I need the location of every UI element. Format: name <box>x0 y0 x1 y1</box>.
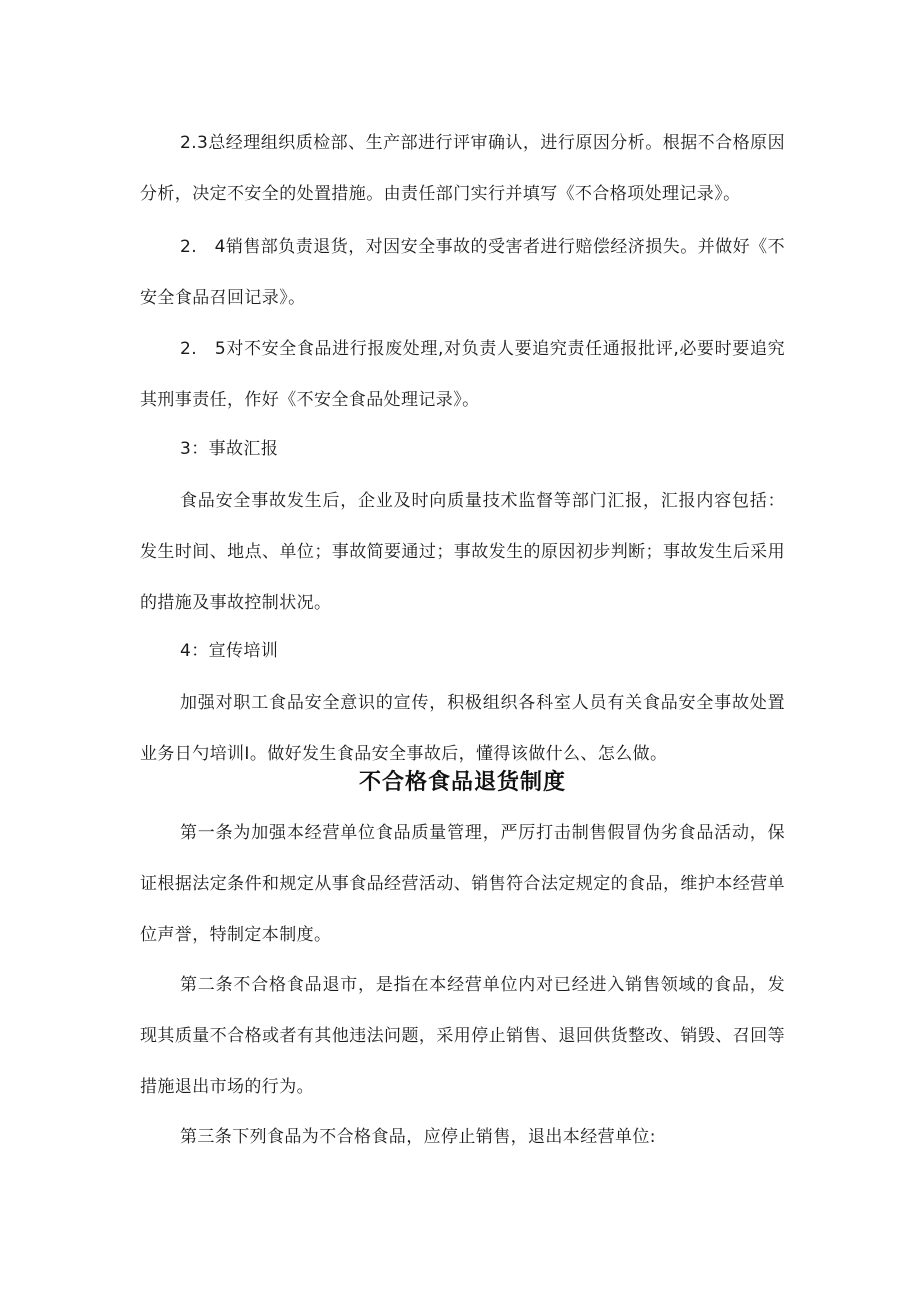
paragraph-training: 加强对职工食品安全意识的宣传，积极组织各科室人员有关食品安全事故处置业务日勺培训I。做好发生食品安全事故后，懂得该做什么、怎么做。 <box>140 693 785 764</box>
article-2: 第二条不合格食品退市，是指在本经营单位内对已经进入销售领域的食品，发现其质量不合格或者有其他违法问题，采用停止销售、退回供货整改、销毁、召回等措施退出市场的行为。 <box>140 975 785 1097</box>
section-heading-accident-report: 3：事故汇报 <box>180 439 279 459</box>
section-title: 不合格食品退货制度 <box>358 770 566 795</box>
paragraph-accident-report: 食品安全事故发生后，企业及时向质量技术监督等部门汇报，汇报内容包括：发生时间、地点、单位；事故简要通过；事故发生的原因初步判断；事故发生后采用的措施及事故控制状况。 <box>140 491 785 613</box>
article-3: 第三条下列食品为不合格食品，应停止销售，退出本经营单位: <box>180 1127 656 1147</box>
section-heading-training: 4：宣传培训 <box>180 641 279 661</box>
paragraph-2-5: 2. 5对不安全食品进行报废处理,对负责人要追究责任通报批评,必要时要追究其刑事责任，作好《不安全食品处理记录》。 <box>140 339 785 410</box>
article-1: 第一条为加强本经营单位食品质量管理，严厉打击制售假冒伪劣食品活动，保证根据法定条件和规定从事食品经营活动、销售符合法定规定的食品，维护本经营单位声誉，特制定本制度。 <box>140 823 785 945</box>
paragraph-2-4: 2. 4销售部负责退货，对因安全事故的受害者进行赔偿经济损失。并做好《不安全食品召回记录》。 <box>140 237 785 308</box>
paragraph-2-3: 2.3总经理组织质检部、生产部进行评审确认，进行原因分析。根据不合格原因分析，决定不安全的处置措施。由责任部门实行并填写《不合格项处理记录》。 <box>140 133 785 204</box>
